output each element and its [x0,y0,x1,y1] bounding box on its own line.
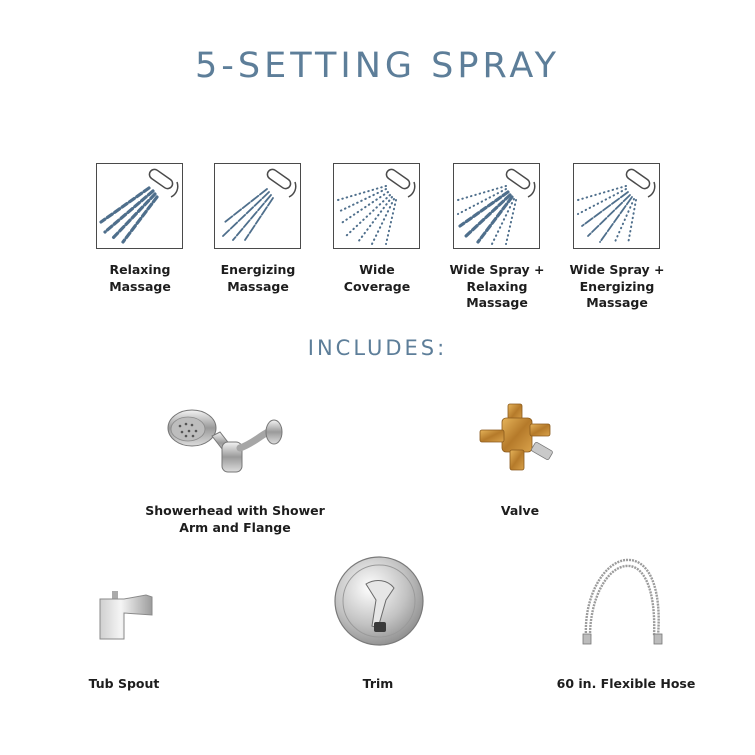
setting-label-line: Wide Spray + [449,262,545,277]
setting-label-relaxing [80,262,200,295]
wide-coverage-spray-icon [333,163,420,249]
product-label-line: 60 in. Flexible Hose [556,676,696,691]
setting-label-line: Energizing [579,278,655,294]
setting-label-line: Relaxing [466,278,528,294]
relaxing-massage-spray-icon [96,163,183,249]
wide-relaxing-spray-icon [453,163,540,249]
wide-energizing-spray-icon [573,163,660,249]
tub-spout-label [64,676,184,693]
setting-label-line: Energizing [220,262,296,277]
setting-label-line: Relaxing [109,262,171,277]
setting-label-energizing [198,262,318,295]
setting-label-line: Wide [359,262,395,277]
hose-label [556,676,696,693]
setting-label-wide-energizing [557,262,677,312]
setting-label-line: Coverage [343,278,411,294]
tub-spout-image [94,585,164,645]
product-label-line: Valve [500,503,540,518]
setting-label-line: Massage [466,295,528,310]
setting-label-line: Massage [586,295,648,310]
setting-label-line: Massage [109,278,171,294]
page-title: 5-SETTING SPRAY [195,46,560,86]
valve-image [474,400,564,480]
trim-image [332,554,426,648]
product-label-line: Trim [362,676,394,691]
hose-image [574,556,670,652]
showerhead-label [140,503,330,536]
includes-heading: INCLUDES: [307,336,448,360]
product-label-line: Tub Spout [88,676,160,691]
setting-label-line: Wide Spray + [569,262,665,277]
trim-label [318,676,438,693]
product-label-line: Arm and Flange [179,519,291,535]
valve-label [460,503,580,520]
setting-label-line: Massage [227,278,289,294]
setting-label-wide-relaxing [437,262,557,312]
showerhead-image [160,398,290,488]
product-label-line: Showerhead with Shower [145,503,325,518]
setting-label-wide [317,262,437,295]
energizing-massage-spray-icon [214,163,301,249]
